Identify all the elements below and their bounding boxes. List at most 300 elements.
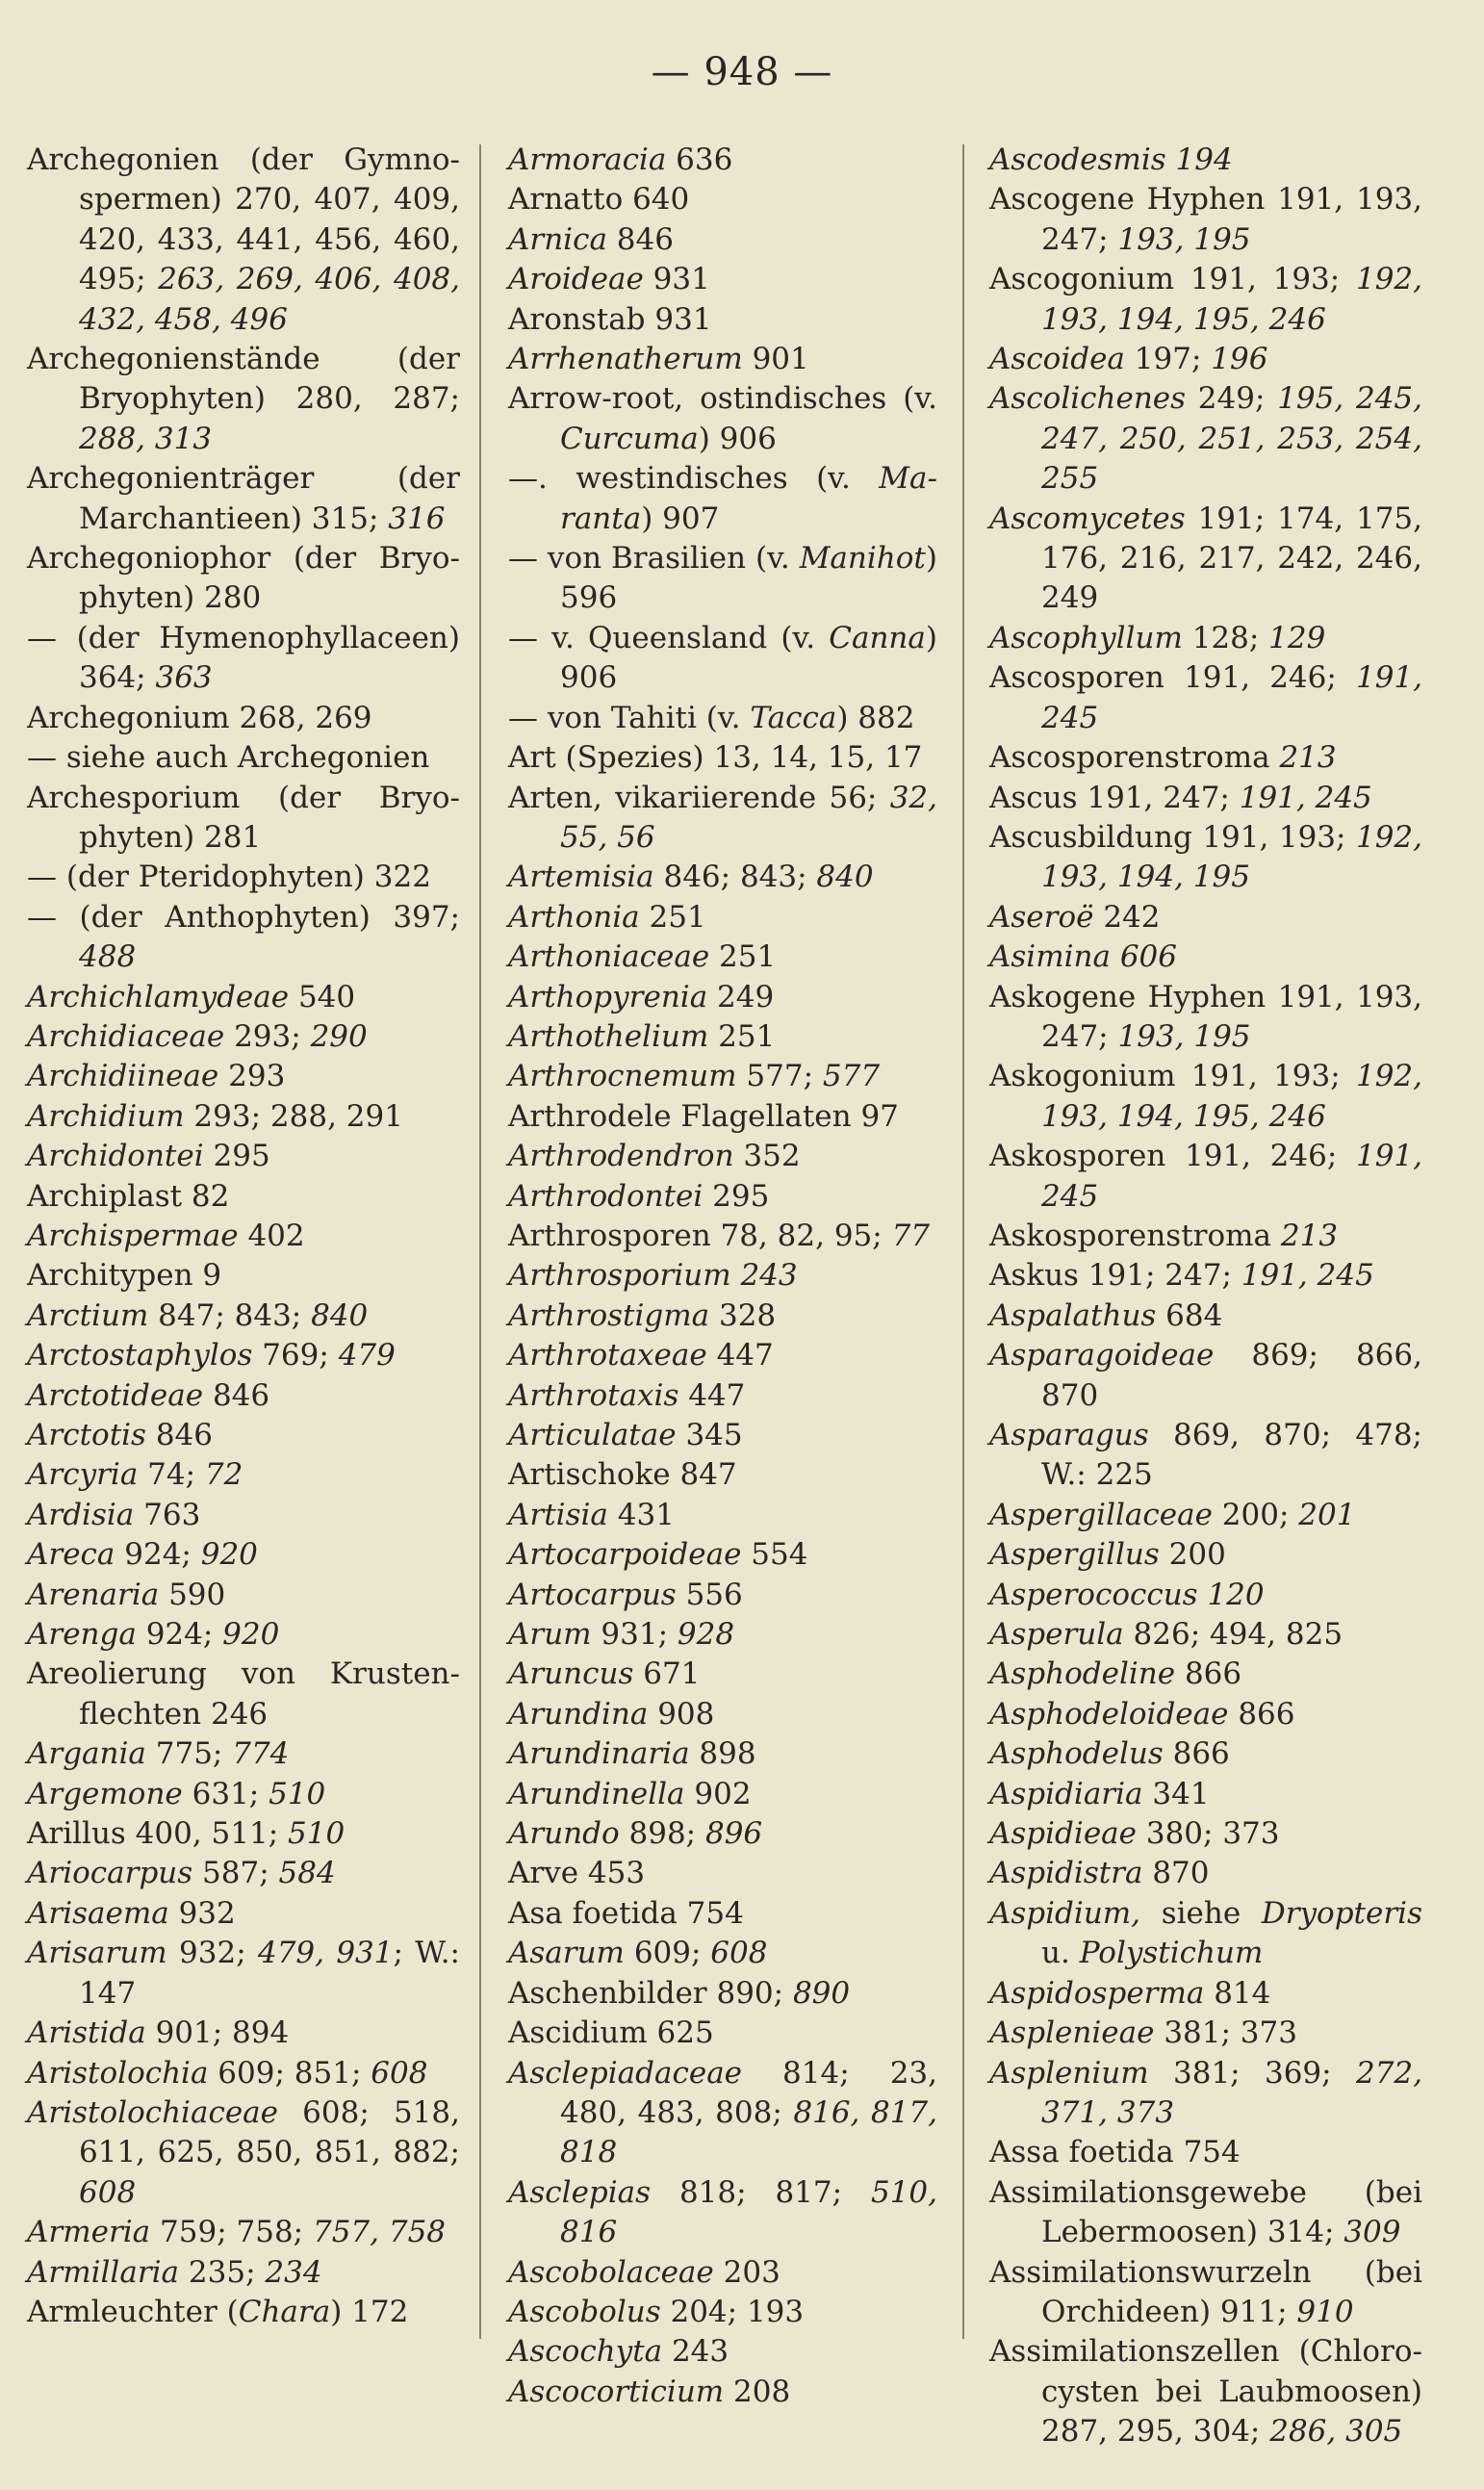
index-entry <box>508 1177 937 1217</box>
index-entry <box>27 1057 460 1096</box>
index-entry-text: 759; 758; <box>150 2215 313 2250</box>
index-entry-text: ) 907 <box>641 501 720 536</box>
index-entry-text: 208 <box>724 2374 791 2409</box>
index-entry-text: 846; 843; <box>653 860 817 895</box>
index-entry-italic-text: Ascoidea <box>989 342 1125 377</box>
index-entry <box>27 1934 460 2014</box>
index-entry-text: Assimilationsgewebe (bei Lebermoosen) 314; <box>989 2174 1422 2250</box>
index-entry <box>27 1336 460 1375</box>
index-entry-italic-text: Arthothelium <box>508 1018 709 1054</box>
column-divider <box>479 144 481 2339</box>
index-entry-italic-text: Areca <box>27 1537 115 1573</box>
index-entry-italic-text: 577 <box>822 1059 881 1094</box>
index-entry-text: Artischoke 847 <box>508 1457 737 1493</box>
index-entry-italic-text: 606 <box>1119 939 1177 975</box>
index-entry <box>989 978 1422 1058</box>
index-entry <box>27 1017 460 1057</box>
index-entry-italic-text: Armoracia <box>508 142 667 177</box>
index-entry-text: 341 <box>1142 1776 1210 1811</box>
index-entry <box>989 1416 1422 1496</box>
index-entry-italic-text: Arthoniaceae <box>508 939 710 975</box>
index-entry-italic-text: Artocarpoideae <box>508 1537 742 1573</box>
index-entry-italic-text: Ascophyllum <box>989 620 1183 655</box>
index-entry-italic-text: Archichlamydeae <box>27 979 290 1014</box>
index-entry <box>508 779 937 859</box>
index-entry-text: 554 <box>741 1537 808 1573</box>
index-entry-italic-text: Arcyria <box>27 1457 139 1493</box>
index-entry-text: 128; <box>1182 620 1269 655</box>
index-entry <box>508 937 937 977</box>
index-entry <box>989 1695 1422 1734</box>
index-entry-italic-text: Arthrostigma <box>508 1297 710 1333</box>
index-entry-text: Arrow-root, ostindisches (v. <box>508 381 937 417</box>
index-entry-italic-text: Asplenium <box>989 2055 1149 2091</box>
index-entry-italic-text: Arthrotaxeae <box>508 1338 707 1373</box>
index-entry-italic-text: Arenaria <box>27 1577 160 1612</box>
index-entry-text: ) 906 <box>698 421 777 456</box>
index-entry-italic-text: 896 <box>704 1816 763 1852</box>
index-entry-italic-text: 196 <box>1211 342 1268 377</box>
index-entry <box>508 1376 937 1416</box>
index-entry <box>508 300 937 340</box>
index-entry <box>27 2253 460 2293</box>
index-entry-text: 908 <box>648 1696 715 1732</box>
index-entry-text: 814 <box>1204 1975 1271 2011</box>
index-entry-text: — (der Hymenophyllaceen) 364; <box>27 620 460 696</box>
index-entry <box>27 141 460 340</box>
index-entry-italic-text: 290 <box>310 1018 368 1054</box>
index-entry-text: Askus 191; 247; <box>989 1258 1241 1294</box>
index-entry-text: 609; 851; <box>208 2055 371 2091</box>
index-entry <box>508 1615 937 1655</box>
index-entry-text: 447 <box>706 1338 774 1373</box>
index-entry-text: 204; 193 <box>660 2294 805 2329</box>
index-entry-text: 763 <box>134 1497 201 1532</box>
index-entry-italic-text: 608 <box>710 1936 768 1971</box>
index-entry-italic-text: 272, 371, 373 <box>1041 2055 1422 2130</box>
index-entry <box>27 1137 460 1176</box>
index-entry <box>27 1854 460 1893</box>
index-entry-text: 866 <box>1163 1736 1230 1772</box>
index-entry-italic-text: Aruncus <box>508 1656 634 1692</box>
index-entry-text: Arillus 400, 511; <box>27 1816 289 1852</box>
index-entry <box>508 379 937 459</box>
index-entry-italic-text: 840 <box>311 1297 369 1333</box>
index-entry-italic-text: Aspalathus <box>989 1297 1157 1333</box>
index-entry <box>508 539 937 619</box>
index-entry-italic-text: Archidiineae <box>27 1059 219 1094</box>
index-entry-italic-text: 479, 931 <box>257 1936 394 1971</box>
index-entry-italic-text: 584 <box>278 1856 336 1891</box>
index-entry-italic-text: 816, 817, 818 <box>560 2094 937 2170</box>
index-entry <box>989 1894 1422 1974</box>
index-entry <box>989 2253 1422 2333</box>
index-entry-italic-text: Ascobolaceae <box>508 2254 714 2290</box>
index-entry-text: Art (Spezies) 13, 14, 15, 17 <box>508 740 923 776</box>
index-entry-italic-text: Dryopteris <box>1261 1895 1422 1931</box>
index-entry <box>989 2054 1422 2134</box>
index-entry-italic-text: Maranta <box>560 461 937 536</box>
index-entry <box>27 459 460 539</box>
index-entry-italic-text: 910 <box>1296 2294 1354 2329</box>
index-entry <box>989 2133 1422 2172</box>
index-entry-text: — von Brasilien (v. <box>508 541 800 577</box>
index-entry-italic-text: Asimina <box>989 939 1111 975</box>
index-entry-italic-text: Arctium <box>27 1297 149 1333</box>
index-entry <box>508 220 937 260</box>
index-entry-italic-text: Tacca <box>750 700 837 735</box>
index-entry-text: Archegonienstände (der Bryophyten) 280, 287; <box>27 342 460 417</box>
index-entry <box>989 658 1422 738</box>
index-entry <box>508 1854 937 1893</box>
index-entry-text: 295 <box>703 1178 770 1214</box>
index-entry <box>989 1496 1422 1535</box>
index-entry-italic-text: Asperula <box>989 1617 1124 1653</box>
index-entry-text: Arten, vikariierende 56; <box>508 780 890 815</box>
index-entry <box>27 1416 460 1455</box>
index-entry <box>27 1376 460 1416</box>
index-entry-italic-text: 192, 193, 194, 195, 246 <box>1041 262 1422 337</box>
index-entry-italic-text: Aspidieae <box>989 1816 1137 1852</box>
index-entry <box>508 1655 937 1694</box>
index-entry-italic-text: 191, 245 <box>1239 780 1372 815</box>
index-entry-text: Askogene Hyphen 191, 193, 247; <box>989 979 1422 1054</box>
index-entry-italic-text: Arthrocnemum <box>508 1059 737 1094</box>
index-entry <box>989 1854 1422 1893</box>
index-entry-italic-text: Archidiaceae <box>27 1018 225 1054</box>
index-entry-text: —. westindisches (v. <box>508 461 880 497</box>
index-entry <box>508 1934 937 1973</box>
index-entry-text: Ascusbildung 191, 193; <box>989 819 1356 855</box>
index-entry-text: 866 <box>1228 1696 1295 1732</box>
index-entry-italic-text: 840 <box>816 860 874 895</box>
index-entry-italic-text: 774 <box>232 1736 290 1772</box>
index-entry-text: siehe <box>1140 1895 1262 1931</box>
index-entry-text: 847; 843; <box>148 1297 312 1333</box>
index-entry <box>27 2093 460 2213</box>
index-entry <box>508 1974 937 2014</box>
index-entry-text: 814; 23, 480, 483, 808; <box>560 2055 937 2130</box>
index-entry-italic-text: Ariocarpus <box>27 1856 193 1891</box>
index-entry-text: 235; <box>179 2254 266 2290</box>
index-entry <box>27 1455 460 1495</box>
index-entry-italic-text: Armillaria <box>27 2254 180 2290</box>
index-entry <box>508 1296 937 1336</box>
index-entry <box>989 180 1422 260</box>
index-entry-text: 293; 288, 291 <box>184 1098 403 1134</box>
index-entry-text: 251 <box>639 899 706 935</box>
index-entry-text: Asa foetida 754 <box>508 1895 744 1931</box>
index-entry <box>27 1177 460 1217</box>
index-entry <box>27 779 460 859</box>
index-entry-italic-text: Ascodesmis <box>989 142 1166 177</box>
index-entry <box>508 1576 937 1615</box>
index-entry-text: Assa foetida 754 <box>989 2135 1241 2170</box>
index-entry <box>989 1217 1422 1256</box>
index-entry-text: 587; <box>192 1856 279 1891</box>
index-entry <box>508 1455 937 1495</box>
index-entry-italic-text: Asparagus <box>989 1418 1149 1452</box>
index-entry-italic-text: 213 <box>1280 1218 1339 1253</box>
index-entry-text: Architypen 9 <box>27 1258 222 1294</box>
index-entry-italic-text: Arrhenatherum <box>508 342 743 377</box>
index-entry-text: 431 <box>607 1497 675 1532</box>
index-entry-italic-text: 510 <box>269 1776 326 1811</box>
index-entry <box>989 379 1422 499</box>
index-entry <box>27 2014 460 2053</box>
index-entry-italic-text: Arundinella <box>508 1776 685 1811</box>
index-entry-italic-text: Artisia <box>508 1497 608 1532</box>
index-entry <box>508 260 937 299</box>
index-entry-italic-text: Ascobolus <box>508 2294 661 2329</box>
index-entry-italic-text: 120 <box>1207 1577 1265 1612</box>
index-entry-text <box>1111 939 1120 974</box>
index-entry-italic-text: 479 <box>338 1338 396 1373</box>
index-entry <box>27 699 460 738</box>
index-entry-text: Archegonium 268, 269 <box>27 700 372 735</box>
index-entry-italic-text: Asphodeline <box>989 1656 1176 1692</box>
index-entry-text: 869, 870; 478; W.: 225 <box>1041 1418 1422 1493</box>
index-entry-italic-text: Arundinaria <box>508 1736 690 1772</box>
index-entry-text: 402 <box>238 1218 305 1253</box>
index-entry <box>989 1775 1422 1814</box>
index-entry <box>989 898 1422 937</box>
index-entry-text: 931; <box>591 1617 678 1653</box>
index-entry-text: 901 <box>742 342 809 377</box>
index-entry <box>989 779 1422 818</box>
index-entry-italic-text: Arundina <box>508 1696 649 1732</box>
index-entry <box>989 738 1422 778</box>
index-entry <box>989 2173 1422 2253</box>
index-entry-italic-text: Arctotis <box>27 1418 146 1452</box>
index-entry <box>27 2213 460 2252</box>
index-entry <box>27 898 460 978</box>
index-entry <box>27 1576 460 1615</box>
index-entry <box>508 180 937 219</box>
index-entry-italic-text: 192, 193, 194, 195 <box>1041 819 1422 895</box>
index-entry <box>989 818 1422 898</box>
index-entry <box>27 1217 460 1256</box>
index-entry <box>989 1655 1422 1694</box>
index-entry-italic-text: Ascochyta <box>508 2334 663 2370</box>
index-entry <box>989 1734 1422 1774</box>
index-entry-text: ; W.: 147 <box>79 1936 460 2011</box>
index-entry <box>27 738 460 778</box>
index-entry-italic-text: 488 <box>79 939 137 975</box>
index-entry-italic-text: 193, 195 <box>1117 221 1251 257</box>
index-entry-text: 380; 373 <box>1137 1816 1280 1852</box>
index-entry <box>989 1535 1422 1575</box>
index-entry-italic-text: Archidontei <box>27 1139 204 1174</box>
index-entry-text: Archiplast 82 <box>27 1178 230 1214</box>
index-entry <box>27 1256 460 1296</box>
index-entry <box>508 1017 937 1057</box>
index-entry-text: 200; <box>1212 1497 1299 1532</box>
index-entry <box>508 619 937 699</box>
index-entry-text: 901; 894 <box>145 2015 290 2051</box>
index-entry-text: 870 <box>1142 1856 1210 1891</box>
index-entry-italic-text: Arctostaphylos <box>27 1338 253 1373</box>
index-entry-italic-text: Arum <box>508 1617 592 1653</box>
index-entry-text: Arthrosporen 78, 82, 95; <box>508 1218 892 1253</box>
index-entry-italic-text: Aspergillus <box>989 1537 1160 1573</box>
index-entry-text: 846 <box>145 1418 214 1452</box>
index-entry-italic-text: Argania <box>27 1736 146 1772</box>
index-entry <box>27 2293 460 2332</box>
index-entry <box>27 1775 460 1814</box>
index-entry <box>989 1137 1422 1217</box>
index-entry-italic-text: 191, 245 <box>1241 1258 1374 1294</box>
index-entry-text: ) 596 <box>560 541 937 616</box>
index-entry-italic-text: Arthopyrenia <box>508 979 708 1014</box>
index-entry-italic-text: Asperococcus <box>989 1577 1198 1612</box>
index-entry <box>989 1576 1422 1615</box>
index-entry <box>989 1296 1422 1336</box>
index-entry <box>27 1615 460 1655</box>
index-entry-text: 74; <box>138 1457 205 1493</box>
index-entry-text: 590 <box>159 1577 226 1612</box>
index-entry-italic-text: 32, 55, 56 <box>560 780 937 855</box>
index-entry-italic-text: 243 <box>740 1258 798 1294</box>
index-entry-italic-text: Arthrodontei <box>508 1178 704 1214</box>
index-entry-italic-text: Asclepiadaceae <box>508 2055 743 2091</box>
index-entry-text: Archesporium (der Bryophyten) 281 <box>27 780 460 855</box>
index-entry-italic-text: 608 <box>371 2055 428 2091</box>
index-entry <box>27 1894 460 1934</box>
index-entry-text: 251 <box>709 939 777 975</box>
index-entry-text: 328 <box>709 1297 777 1333</box>
index-entry <box>989 1974 1422 2014</box>
index-entry-text: 609; <box>624 1936 711 1971</box>
index-entry-italic-text: Chara <box>238 2294 331 2329</box>
index-entry-text: Ascogonium 191, 193; <box>989 262 1356 297</box>
index-entry-italic-text: Articulatae <box>508 1418 677 1452</box>
index-entry-text: 931 <box>643 262 710 297</box>
index-entry-text: 381; 369; <box>1148 2055 1356 2091</box>
index-entry-italic-text: Curcuma <box>560 421 699 456</box>
index-entry <box>508 459 937 539</box>
index-entry <box>27 1296 460 1336</box>
index-entry-italic-text: Archispermae <box>27 1218 239 1253</box>
index-entry-text: ) 906 <box>560 620 937 696</box>
index-entry <box>508 1057 937 1096</box>
index-entry-italic-text: Ascomycetes <box>989 501 1186 536</box>
index-entry-italic-text: 920 <box>222 1617 280 1653</box>
index-entry-italic-text: 316 <box>388 501 446 536</box>
index-entry-italic-text: 72 <box>204 1457 243 1493</box>
index-entry-text: 540 <box>289 979 356 1014</box>
index-entry-italic-text: Ardisia <box>27 1497 135 1532</box>
index-entry <box>989 1057 1422 1137</box>
index-entry <box>508 898 937 937</box>
index-entry-text: — (der Anthophyten) 397; <box>27 899 460 935</box>
index-entry-italic-text: Arisaema <box>27 1895 169 1931</box>
index-entry-italic-text: 191, 245 <box>1041 660 1422 735</box>
index-entry <box>27 1814 460 1854</box>
index-entry <box>508 699 937 738</box>
index-entry <box>27 539 460 619</box>
index-entry-text: Askogonium 191, 193; <box>989 1059 1356 1094</box>
index-entry-text: Archegoniophor (der Bryophyten) 280 <box>27 541 460 616</box>
index-entry-text: 243 <box>662 2334 729 2370</box>
index-entry <box>27 619 460 699</box>
index-entry-italic-text: Canna <box>829 620 926 655</box>
index-entry-text: 345 <box>676 1418 743 1452</box>
index-entry-text: 818; 817; <box>651 2174 871 2210</box>
index-entry-italic-text: Argemone <box>27 1776 183 1811</box>
index-entry-italic-text: Asarum <box>508 1936 625 1971</box>
index-entry <box>27 1655 460 1734</box>
index-entry-italic-text: 286, 305 <box>1269 2414 1403 2450</box>
index-entry-italic-text: Archidium <box>27 1098 185 1134</box>
index-entry-text: 608; 518, 611, 625, 850, 851, 882; <box>79 2094 460 2170</box>
index-entry-text: Areolierung von Krustenflechten 246 <box>27 1656 460 1732</box>
index-entry <box>989 340 1422 379</box>
index-entry <box>508 1097 937 1137</box>
index-entry-text: 200 <box>1159 1537 1226 1573</box>
index-entry <box>989 1336 1422 1416</box>
index-entry-text: 846 <box>606 221 674 257</box>
index-entry-text: 826; 494, 825 <box>1123 1617 1343 1653</box>
index-entry-italic-text: Arundo <box>508 1816 620 1852</box>
index-entry-text: 352 <box>733 1139 801 1174</box>
index-entry-italic-text: 193, 195 <box>1117 1018 1251 1054</box>
index-entry <box>508 2054 937 2173</box>
index-entry-italic-text: Aspidosperma <box>989 1975 1205 2011</box>
index-entry-text: Ascosporen 191, 246; <box>989 660 1356 696</box>
index-entry-italic-text: Arthrotaxis <box>508 1377 679 1413</box>
index-column-1 <box>27 141 460 2332</box>
column-divider <box>962 144 964 2339</box>
index-entry-italic-text: 195, 245, 247, 250, 251, 253, 254, 255 <box>1041 381 1422 497</box>
index-entry-text: Aronstab 931 <box>508 301 712 337</box>
index-entry-italic-text: 77 <box>891 1218 931 1253</box>
index-entry-text: 251 <box>708 1018 776 1054</box>
index-entry-italic-text: Asphodelus <box>989 1736 1164 1772</box>
index-entry-italic-text: Asparagoideae <box>989 1338 1215 1373</box>
index-entry-text: 684 <box>1156 1297 1223 1333</box>
index-entry-text: Askosporenstroma <box>989 1218 1281 1253</box>
index-entry <box>508 1734 937 1774</box>
index-entry-text: ) 172 <box>330 2294 409 2329</box>
index-entry-text: Arve 453 <box>508 1856 646 1891</box>
index-entry <box>989 500 1422 619</box>
index-entry <box>508 1535 937 1575</box>
index-entry <box>508 858 937 897</box>
index-entry-italic-text: 194 <box>1175 142 1233 177</box>
index-entry-text: 898; <box>619 1816 705 1852</box>
index-entry-italic-text: 288, 313 <box>79 421 213 456</box>
index-entry-italic-text: Asphodeloideae <box>989 1696 1229 1732</box>
index-entry-text <box>1166 142 1176 177</box>
index-entry-text: 846 <box>203 1377 270 1413</box>
index-entry-italic-text: 213 <box>1279 740 1337 776</box>
index-entry-text: 671 <box>633 1656 701 1692</box>
index-entry-text: 636 <box>666 142 733 177</box>
index-entry-text: 631; <box>182 1776 269 1811</box>
index-entry <box>508 738 937 778</box>
index-entry-italic-text: Asplenieae <box>989 2015 1155 2051</box>
index-entry-italic-text: Aspergillaceae <box>989 1497 1213 1532</box>
index-entry-italic-text: Arisarum <box>27 1936 167 1971</box>
index-entry-italic-text: Arthrosporium <box>508 1258 731 1294</box>
index-entry <box>508 1894 937 1934</box>
index-column-2 <box>508 141 937 2412</box>
index-entry-text: Armleuchter ( <box>27 2294 239 2329</box>
index-entry-text: u. <box>1041 1936 1080 1971</box>
index-entry <box>508 2293 937 2332</box>
index-entry <box>989 1256 1422 1296</box>
